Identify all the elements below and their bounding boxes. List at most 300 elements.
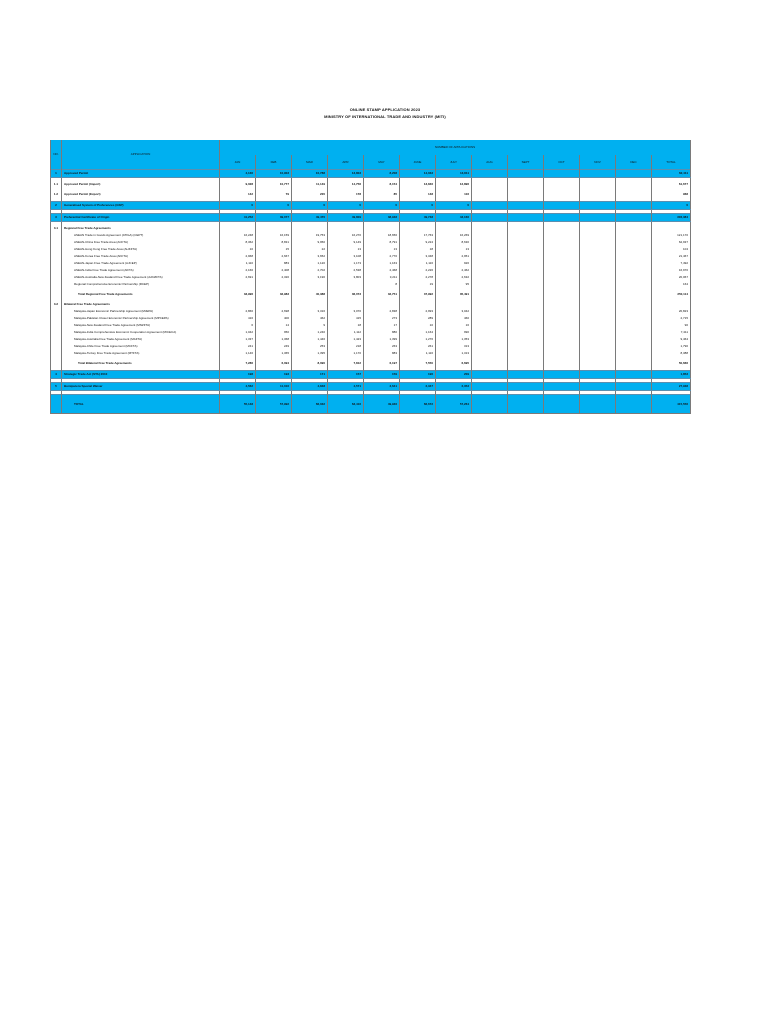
month-value: 1,163 [364,260,400,267]
row-total: 121,170 [652,232,691,239]
column-header-month: MAR [292,155,328,170]
month-value [472,191,508,198]
month-value [616,170,652,178]
row-label: Malaysia-Chile Free Trade Agreement (MCFTA) [62,343,220,350]
month-value: 0 [400,202,436,210]
month-value: 13 [328,246,364,253]
month-value: 16,159 [256,232,292,239]
row-label: Malaysia-Japan Economic Partnership Agreement (MJEPA) [62,308,220,315]
month-value [544,336,580,343]
month-value [544,315,580,322]
row-label: ASEAN-Korea Free Trade Area (AKFTA) [62,253,220,260]
month-value [292,281,328,288]
month-value [616,291,652,298]
month-value [616,267,652,274]
table-row [51,191,691,198]
row-label: ASEAN Trade in Goods Agreement (ATIGA) (CEPT) [62,232,220,239]
month-value: 3,211 [364,274,400,281]
month-value [580,214,616,222]
month-value [616,395,652,414]
row-label: Approved Permit [62,170,220,178]
month-value [544,170,580,178]
month-value: 57,264 [436,395,472,414]
month-value: 1,423 [328,336,364,343]
month-value: 8,630 [436,239,472,246]
month-value [508,170,544,178]
column-header-month: NOV [580,155,616,170]
month-value [436,301,472,308]
month-value: 1,170 [328,350,364,357]
row-number [51,246,62,253]
month-value: 8,831 [256,239,292,246]
month-value [616,308,652,315]
month-value: 0 [220,202,256,210]
month-value [472,267,508,274]
month-value [508,253,544,260]
row-label: Bilateral Free Trade Agreements [62,301,220,308]
column-header-month: JULY [436,155,472,170]
applications-table [50,140,691,414]
month-value: 416 [220,315,256,322]
report-title: ONLINE STAMP APPLICATION 2023 [349,107,421,112]
column-header-month: APR [328,155,364,170]
month-value: 13,811 [436,170,472,178]
month-value: 8,208 [364,170,400,178]
row-label: ASEAN-China Free Trade Area (ACFTA) [62,239,220,246]
month-value [580,322,616,329]
table-row [51,360,691,367]
month-value [508,329,544,336]
month-value [544,281,580,288]
month-value [616,181,652,188]
row-number [51,253,62,260]
month-value: 3,803 [328,274,364,281]
row-total: 20,823 [652,308,691,315]
month-value [508,301,544,308]
month-value [616,214,652,222]
month-value [256,301,292,308]
row-total: 61,677 [652,181,691,188]
table-row [51,322,691,329]
month-value [508,214,544,222]
month-value: 8,154 [364,181,400,188]
row-label: ASEAN-India Free Trade Agreement (AIFTA) [62,267,220,274]
row-number [51,360,62,367]
row-number: 3.1 [51,225,62,232]
month-value [580,281,616,288]
row-label: Total Bilateral Free Trade Agreements [62,360,220,367]
month-value [472,246,508,253]
month-value: 79 [256,191,292,198]
month-value [580,336,616,343]
month-value [364,301,400,308]
month-value: 11,149 [292,181,328,188]
month-value: 85 [364,191,400,198]
month-value: 3,641 [364,383,400,391]
month-value: 2,462 [436,267,472,274]
month-value [544,191,580,198]
month-value [616,281,652,288]
month-value: 4,562 [220,383,256,391]
month-value: 16,248 [220,232,256,239]
month-value [580,239,616,246]
month-value: 3,108 [328,253,364,260]
month-value [508,281,544,288]
month-value: 41,252 [220,214,256,222]
month-value: 218 [328,343,364,350]
month-value [544,291,580,298]
month-value [580,170,616,178]
table-row [51,253,691,260]
month-value: 1,395 [292,350,328,357]
month-value [616,239,652,246]
month-value: 1,276 [400,336,436,343]
month-value: 1,446 [292,336,328,343]
month-value [580,291,616,298]
row-total: 415,556 [652,395,691,414]
month-value [544,301,580,308]
row-total: 62,937 [652,239,691,246]
table-row [51,181,691,188]
month-value: 883 [256,260,292,267]
table-row [51,350,691,357]
month-value: 9,149 [328,239,364,246]
month-value [544,343,580,350]
column-header-month: FEB [256,155,292,170]
month-value: 1,116 [400,350,436,357]
month-value: 19,753 [292,232,328,239]
column-header-month: AUG [472,155,508,170]
month-value: 55,148 [220,395,256,414]
row-total: 2,715 [652,315,691,322]
month-value: 1,399 [364,336,400,343]
month-value [472,214,508,222]
row-total: 62,411 [652,170,691,178]
month-value: 43,166 [436,214,472,222]
month-value [508,350,544,357]
month-value [328,281,364,288]
row-total: 9,464 [652,336,691,343]
month-value: 95 [436,281,472,288]
month-value [292,225,328,232]
row-number: 1.2 [51,191,62,198]
month-value [472,301,508,308]
month-value [616,383,652,391]
month-value: 241 [220,343,256,350]
month-value [508,239,544,246]
month-value: 8,791 [364,239,400,246]
month-value [616,329,652,336]
row-total: 27,938 [652,383,691,391]
row-label: Regional Comprehensive Economic Partnership (RCEP) [62,281,220,288]
row-number [51,336,62,343]
month-value: 10 [400,322,436,329]
row-number [51,281,62,288]
month-value [580,308,616,315]
month-value [400,225,436,232]
month-value: 36,073 [328,291,364,298]
month-value: 178 [328,191,364,198]
month-value: 57,992 [256,395,292,414]
month-value: 18,656 [364,232,400,239]
month-value: 2,353 [436,383,472,391]
month-value: 49,748 [400,214,436,222]
month-value [472,274,508,281]
row-label: ASEAN-Hong Kong Free Trade Area (AHKFTA) [62,246,220,253]
month-value: 10,777 [256,181,292,188]
month-value: 1,112 [328,329,364,336]
month-value: 2,667 [256,253,292,260]
month-value [508,308,544,315]
month-value: 40,388 [292,291,328,298]
row-number [51,343,62,350]
month-value [616,191,652,198]
month-value: 2,866 [220,308,256,315]
month-value: 1,120 [292,260,328,267]
month-value [508,232,544,239]
month-value [220,301,256,308]
month-value: 0 [436,202,472,210]
month-value: 950 [256,329,292,336]
table-row [51,274,691,281]
month-value: 4,848 [292,383,328,391]
table-row [51,301,691,308]
month-value [616,343,652,350]
month-value: 2,770 [364,253,400,260]
month-value [544,202,580,210]
month-value [616,350,652,357]
month-value [544,308,580,315]
row-number: 1 [51,170,62,178]
month-value: 37,992 [400,291,436,298]
month-value: 263 [364,343,400,350]
month-value: 12,896 [436,181,472,188]
month-value: 198 [220,371,256,379]
month-value: 16,269 [436,232,472,239]
month-value [328,225,364,232]
month-value [544,260,580,267]
month-value: 1,110 [220,260,256,267]
month-value [472,202,508,210]
month-value: 1,240 [292,329,328,336]
month-value [580,329,616,336]
row-total: 250,114 [652,291,691,298]
month-value [508,360,544,367]
row-label: Approved Permit (Import) [62,181,220,188]
month-value: 0 [292,202,328,210]
month-value [508,336,544,343]
month-value: 49,946 [364,395,400,414]
month-value: 0 [328,202,364,210]
row-total: 104 [652,246,691,253]
month-value [220,225,256,232]
row-number [51,308,62,315]
month-value: 1,042 [220,329,256,336]
month-value: 9,224 [400,239,436,246]
month-value [436,225,472,232]
month-value: 16 [436,322,472,329]
month-value: 6,094 [256,360,292,367]
table-row [51,315,691,322]
month-value: 313 [436,343,472,350]
report-subtitle: MINISTRY OF INTERNATIONAL TRADE AND INDUSTRY (MITI) [324,114,446,119]
month-value: 32,751 [364,291,400,298]
row-total: 16,970 [652,267,691,274]
month-value [580,343,616,350]
month-value [472,343,508,350]
month-value [472,350,508,357]
month-value: 2,698 [256,308,292,315]
month-value [508,343,544,350]
row-total: 7,411 [652,329,691,336]
month-value: 14,756 [328,181,364,188]
section-row [51,383,691,391]
row-number [51,267,62,274]
month-value: 2,691 [220,274,256,281]
month-value [580,383,616,391]
month-value: 1,353 [436,336,472,343]
month-value: 116 [436,191,472,198]
column-header-total: TOTAL [652,155,691,170]
month-value [616,202,652,210]
row-total: 164 [652,281,691,288]
row-label: Generalised System of Preferences (GSP) [62,202,220,210]
month-value [544,232,580,239]
month-value [580,202,616,210]
table-row [51,260,691,267]
month-value: 33,996 [220,291,256,298]
row-label: Malaysia-Pakistan Closer Economic Partnership Agreement (MPCEPA) [62,315,220,322]
month-value: 13 [364,246,400,253]
month-value: 289 [400,315,436,322]
month-value [616,260,652,267]
month-value [472,360,508,367]
month-value: 1,116 [400,260,436,267]
month-value: 17,763 [400,232,436,239]
month-value: 19 [400,281,436,288]
month-value: 17 [364,322,400,329]
section-row [51,202,691,210]
row-total: 90 [652,322,691,329]
month-value [580,360,616,367]
column-header-month: OCT [544,155,580,170]
row-label: ASEAN-Australia-New Zealand Free Trade Agreement (AANZFTA) [62,274,220,281]
month-value [616,336,652,343]
month-value: 0 [256,202,292,210]
month-value: 10,903 [256,170,292,178]
row-total: 7,492 [652,260,691,267]
month-value [544,329,580,336]
month-value [472,225,508,232]
month-value [328,301,364,308]
month-value: 9,028 [220,181,256,188]
month-value [544,214,580,222]
month-value [580,253,616,260]
row-number [51,274,62,281]
month-value [256,225,292,232]
month-value [472,170,508,178]
row-label: Malaysia-Turkey Free Trade Agreement (MTFTA) [62,350,220,357]
section-row [51,371,691,379]
month-value: 880 [364,329,400,336]
month-value: 18 [328,322,364,329]
month-value [616,274,652,281]
month-value [292,301,328,308]
month-value [544,360,580,367]
table-row [51,281,691,288]
month-value: 1,146 [220,350,256,357]
table-row [51,225,691,232]
month-value: 10,788 [292,170,328,178]
month-value: 11,016 [256,383,292,391]
row-number: 3.2 [51,301,62,308]
month-value: 171 [292,371,328,379]
month-value: 49,809 [328,214,364,222]
month-value [544,395,580,414]
month-value: 1,164 [400,329,436,336]
month-value: 1,173 [328,260,364,267]
month-value [472,232,508,239]
row-total: 0 [652,202,691,210]
table-row [51,343,691,350]
month-value: 49,470 [292,214,328,222]
month-value: 66,672 [400,395,436,414]
month-value: 883 [364,350,400,357]
row-label: Regional Free Trade Agreements [62,225,220,232]
table-row [51,232,691,239]
month-value: 2,632 [436,274,472,281]
month-value [616,315,652,322]
month-value: 4,136 [220,170,256,178]
row-number [51,291,62,298]
row-label: Approved Permit (Export) [62,191,220,198]
row-label: Total Regional Free Trade Agreements [62,291,220,298]
row-number: 3 [51,214,62,222]
header-row-group [51,140,691,155]
row-total: 1,853 [652,371,691,379]
month-value [472,322,508,329]
month-value [508,191,544,198]
row-total: 20,067 [652,274,691,281]
month-value: 1,313 [436,350,472,357]
row-total: 968 [652,191,691,198]
month-value: 14,033 [400,170,436,178]
month-value [544,246,580,253]
month-value: 6 [220,322,256,329]
row-number [51,350,62,357]
row-label: TOTAL [62,395,220,414]
month-value [580,225,616,232]
month-value: 159 [364,371,400,379]
month-value: 10 [220,246,256,253]
section-row [51,170,691,178]
month-value: 148 [400,191,436,198]
row-number: 4 [51,371,62,379]
month-value: 35,491 [436,291,472,298]
month-value [508,291,544,298]
row-total: 306,384 [652,214,691,222]
month-value [544,239,580,246]
month-value: 220 [292,191,328,198]
month-value: 209 [436,371,472,379]
month-value: 0 [364,202,400,210]
month-value [580,181,616,188]
month-value [256,281,292,288]
month-value: 7,550 [400,360,436,367]
month-value [580,371,616,379]
row-number [51,232,62,239]
month-value: 4,571 [328,383,364,391]
